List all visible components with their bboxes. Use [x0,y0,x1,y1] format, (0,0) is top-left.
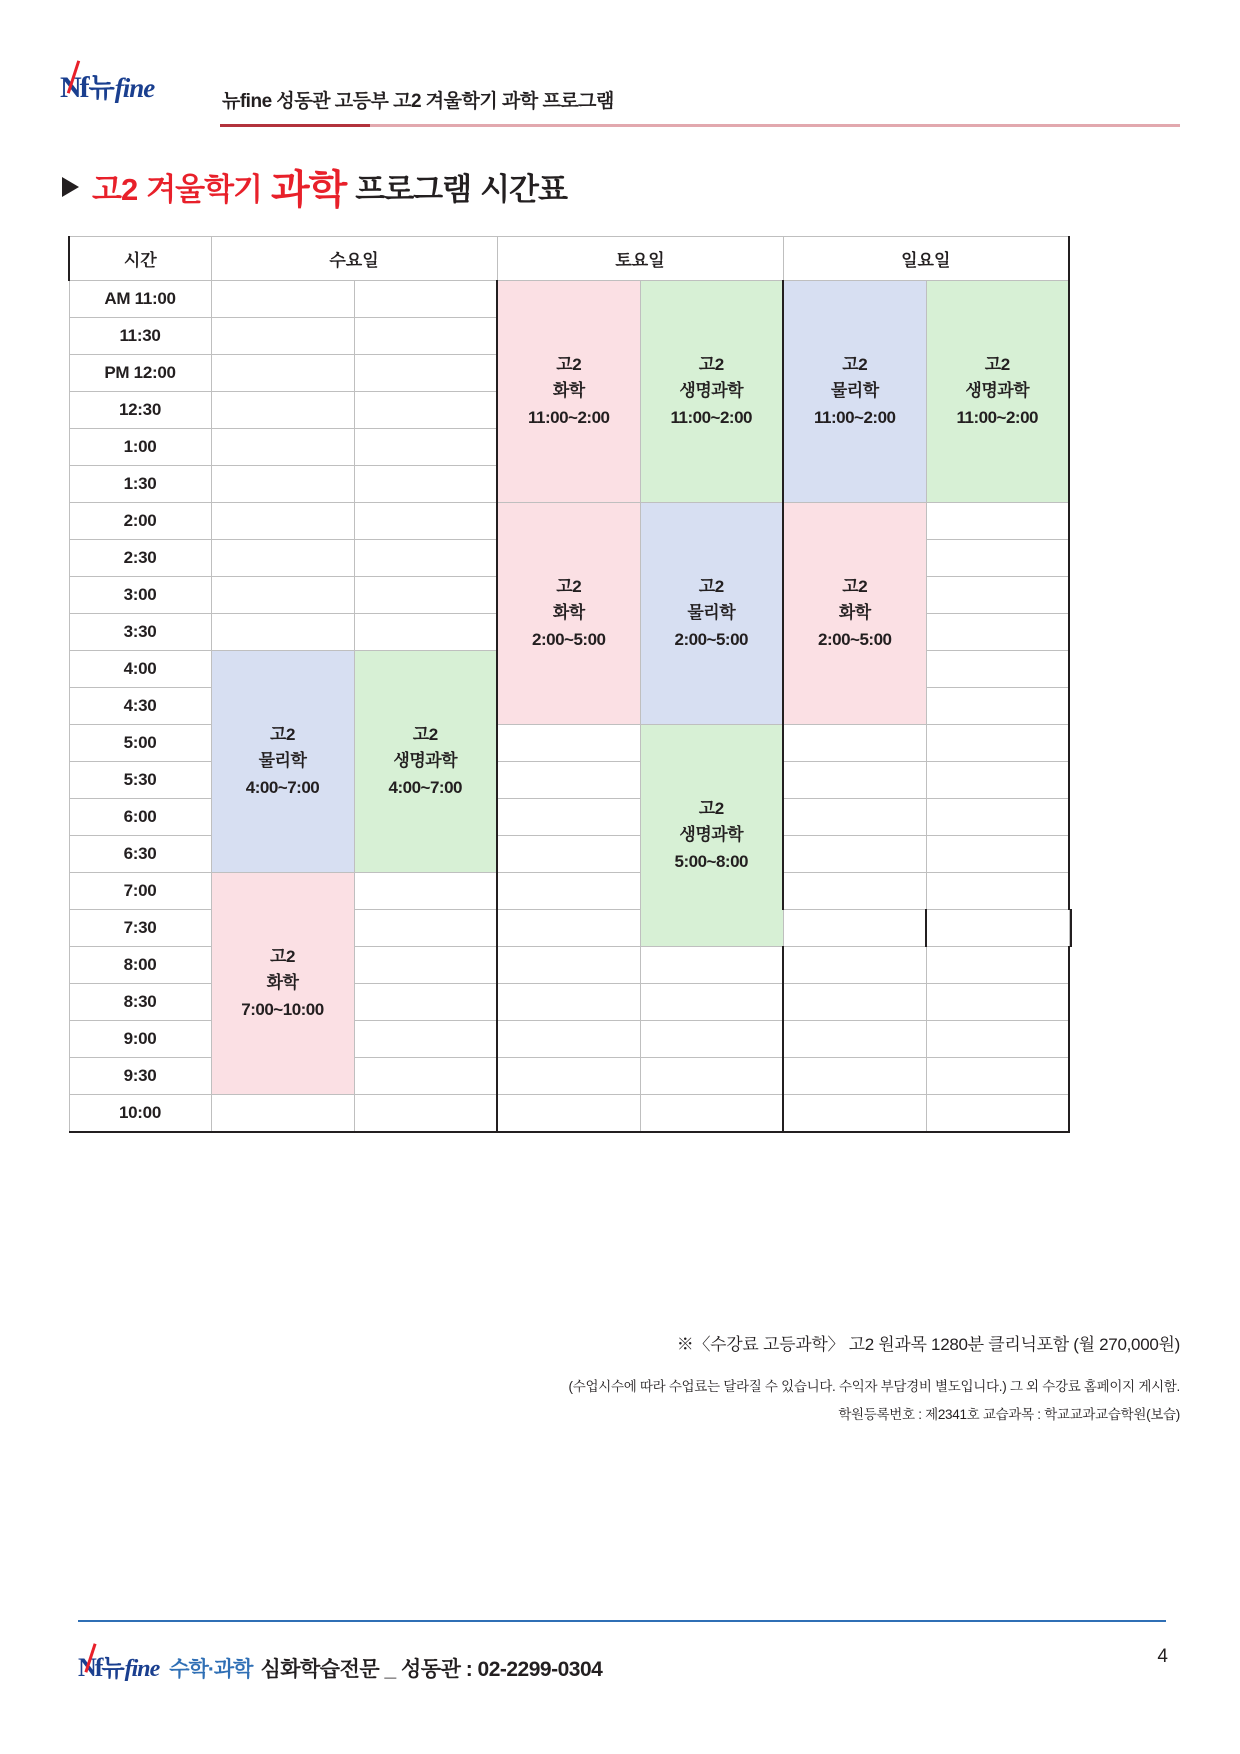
time-label: 4:30 [69,688,211,725]
table-row [69,1095,1071,1132]
table-row [69,281,1071,318]
cell-wed-b [354,984,497,1021]
cell-sun-b [926,614,1069,651]
cell-sun-b [926,984,1069,1021]
class-grade: 고2 [556,576,582,596]
class-block-sat-3 [497,503,640,725]
cell-wed-b [354,577,497,614]
footnotes [60,1330,1180,1423]
cell-wed-b [354,947,497,984]
time-label: 4:00 [69,651,211,688]
time-label: 9:00 [69,1021,211,1058]
cell-sun-b [926,799,1069,836]
time-label: 12:30 [69,392,211,429]
class-subject: 생명과학 [679,825,744,845]
registration-note: 학원등록번호 : 제2341호 교습과목 : 학교교과교습학원(보습) [838,1407,1180,1422]
class-grade: 고2 [412,724,438,744]
page-footer [78,1648,602,1683]
cell-wed-a [211,503,354,540]
class-subject: 물리학 [687,603,736,623]
cell-sat-a [497,873,640,910]
triangle-bullet-icon [62,177,79,197]
cell-sun-a [783,725,926,762]
class-grade: 고2 [270,946,295,966]
cell-sun-b [926,1021,1069,1058]
time-label: 6:00 [69,799,211,836]
cell-sat-a [497,799,640,836]
cell-wed-b [354,318,497,355]
time-label: 7:30 [69,910,211,947]
col-header-wednesday: 수요일 [211,237,497,281]
class-block-wed-3 [211,873,354,1095]
footer-contact: 심화학습전문 _ 성동관 : 02-2299-0304 [260,1658,603,1681]
cell-sat-a [497,910,640,947]
col-header-sunday: 일요일 [783,237,1069,281]
title-subject: 과학 [270,168,347,212]
cell-wed-a [211,540,354,577]
cell-sat-a [497,1095,640,1132]
class-time: 4:00~7:00 [245,777,320,797]
cell-sun-a [783,1058,926,1095]
title-grade: 고2 [92,172,138,207]
table-row [69,503,1071,540]
time-label: 10:00 [69,1095,211,1132]
class-subject: 생명과학 [679,381,744,401]
title-schedule: 시간표 [480,172,567,207]
cell-wed-b [354,503,497,540]
class-subject: 생명과학 [965,381,1030,401]
class-grade: 고2 [842,576,868,596]
cell-sun-a [783,1021,926,1058]
class-grade: 고2 [556,354,582,374]
cell-sun-b [926,688,1069,725]
cell-sun-a [783,799,926,836]
title-program: 프로그램 [355,172,472,207]
cell-sat-a [497,762,640,799]
time-label: 8:30 [69,984,211,1021]
cell-sun-b [926,836,1069,873]
cell-wed-b [354,1021,497,1058]
cell-wed-b [354,614,497,651]
col-header-saturday: 토요일 [497,237,783,281]
class-grade: 고2 [984,354,1010,374]
class-grade: 고2 [842,354,868,374]
class-block-sat-5 [640,725,783,947]
page-title [62,158,567,215]
class-grade: 고2 [270,724,295,744]
cell-sat-b [640,947,783,984]
cell-wed-b [354,910,497,947]
class-time: 5:00~8:00 [674,851,748,871]
time-label: 1:30 [69,466,211,503]
cell-sat-b [640,984,783,1021]
class-time: 11:00~2:00 [670,407,752,427]
time-label: 6:30 [69,836,211,873]
page-header [60,58,1180,130]
header-title: 뉴fine 성동관 고등부 고2 겨울학기 과학 프로그램 [222,91,614,112]
class-subject: 화학 [552,603,585,623]
cell-sun-b [926,651,1069,688]
cell-wed-a [211,429,354,466]
class-grade: 고2 [698,798,724,818]
class-subject: 화학 [838,603,871,623]
footer-divider [78,1620,1166,1622]
class-grade: 고2 [698,576,724,596]
brand-logo [60,66,154,105]
logo-nyu-text: 뉴 [88,73,115,103]
time-label: 2:30 [69,540,211,577]
cell-sun-a [783,873,926,910]
class-block-wed-1 [211,651,354,873]
class-grade: 고2 [698,354,724,374]
cell-sat-b [640,1095,783,1132]
header-divider-accent [220,124,370,127]
cell-wed-b [354,1095,497,1132]
class-subject: 물리학 [830,381,879,401]
class-time: 4:00~7:00 [388,777,462,797]
tuition-note: ※〈수강료 고등과학〉 고2 원과목 1280분 클리닉포함 (월 270,000원) [676,1335,1180,1354]
time-label: 3:30 [69,614,211,651]
cell-sun-b [926,1095,1069,1132]
time-label: AM 11:00 [69,281,211,318]
cell-sat-a [497,1058,640,1095]
cell-sun-a [783,762,926,799]
time-label: 3:00 [69,577,211,614]
class-block-sat-2 [640,281,783,503]
cell-sun-b [926,577,1069,614]
logo-fine-text: fine [124,1656,160,1682]
class-block-sat-1 [497,281,640,503]
cell-sun-a [783,947,926,984]
cell-sat-b [640,1021,783,1058]
cell-sun-b [926,1058,1069,1095]
class-block-wed-2 [354,651,497,873]
time-label: 9:30 [69,1058,211,1095]
table-row [69,873,1071,910]
cell-sun-b [926,725,1069,762]
cell-sun-a [783,984,926,1021]
cell-wed-a [211,1095,354,1132]
schedule-table [68,236,1072,1133]
logo-nf-mark: Nf [78,1653,102,1682]
cell-sat-a [497,836,640,873]
cell-sun-a [783,1095,926,1132]
class-time: 11:00~2:00 [956,407,1038,427]
schedule-table-wrap [68,236,1072,1133]
class-time: 2:00~5:00 [532,629,606,649]
class-subject: 물리학 [258,751,307,771]
cell-wed-a [211,614,354,651]
time-label: 5:30 [69,762,211,799]
time-label: 5:00 [69,725,211,762]
cell-wed-a [211,392,354,429]
cell-wed-b [354,355,497,392]
class-subject: 생명과학 [393,751,458,771]
cell-wed-b [354,1058,497,1095]
time-label: 1:00 [69,429,211,466]
title-term: 겨울학기 [146,172,262,207]
cell-sat-a [497,725,640,762]
cell-wed-a [211,355,354,392]
cell-sat-b [783,910,926,947]
footer-logo [78,1648,159,1683]
cell-wed-a [211,318,354,355]
cell-wed-b [354,281,497,318]
cell-sun-b [926,762,1069,799]
logo-nyu-text: 뉴 [101,1655,125,1682]
time-label: PM 12:00 [69,355,211,392]
cell-wed-a [211,466,354,503]
time-label: 11:30 [69,318,211,355]
logo-fine-text: fine [114,73,155,103]
table-header-row [69,237,1071,281]
class-block-sun-2 [926,281,1069,503]
cell-sun-b [926,947,1069,984]
cell-sun-b [926,540,1069,577]
cell-sat-b [640,1058,783,1095]
cell-sun-b [926,873,1069,910]
class-block-sat-4 [640,503,783,725]
tuition-disclaimer: (수업시수에 따라 수업료는 달라질 수 있습니다. 수익자 부담경비 별도입니다.) 그 외 수강료 홈페이지 게시함. [568,1379,1180,1394]
cell-wed-b [354,873,497,910]
cell-sat-a [497,1021,640,1058]
cell-wed-b [354,392,497,429]
class-time: 11:00~2:00 [528,407,610,427]
class-time: 2:00~5:00 [818,629,892,649]
class-time: 2:00~5:00 [674,629,748,649]
cell-sat-a [497,947,640,984]
col-header-time: 시간 [69,237,211,281]
class-block-sun-1 [783,281,926,503]
cell-sun-b [1069,910,1071,947]
cell-wed-b [354,466,497,503]
cell-wed-a [211,281,354,318]
class-subject: 화학 [266,973,299,993]
cell-wed-b [354,540,497,577]
logo-nf-mark: Nf [60,71,88,104]
class-time: 7:00~10:00 [241,999,324,1019]
footer-subject: 수학·과학 [169,1658,253,1681]
class-block-sun-3 [783,503,926,725]
cell-wed-b [354,429,497,466]
time-label: 2:00 [69,503,211,540]
cell-wed-a [211,577,354,614]
class-subject: 화학 [552,381,585,401]
class-time: 11:00~2:00 [814,407,896,427]
cell-sat-a [497,984,640,1021]
page-number: 4 [1157,1646,1168,1667]
cell-sun-b [926,503,1069,540]
cell-sun-a [783,836,926,873]
time-label: 7:00 [69,873,211,910]
cell-sun-a [926,910,1069,947]
time-label: 8:00 [69,947,211,984]
